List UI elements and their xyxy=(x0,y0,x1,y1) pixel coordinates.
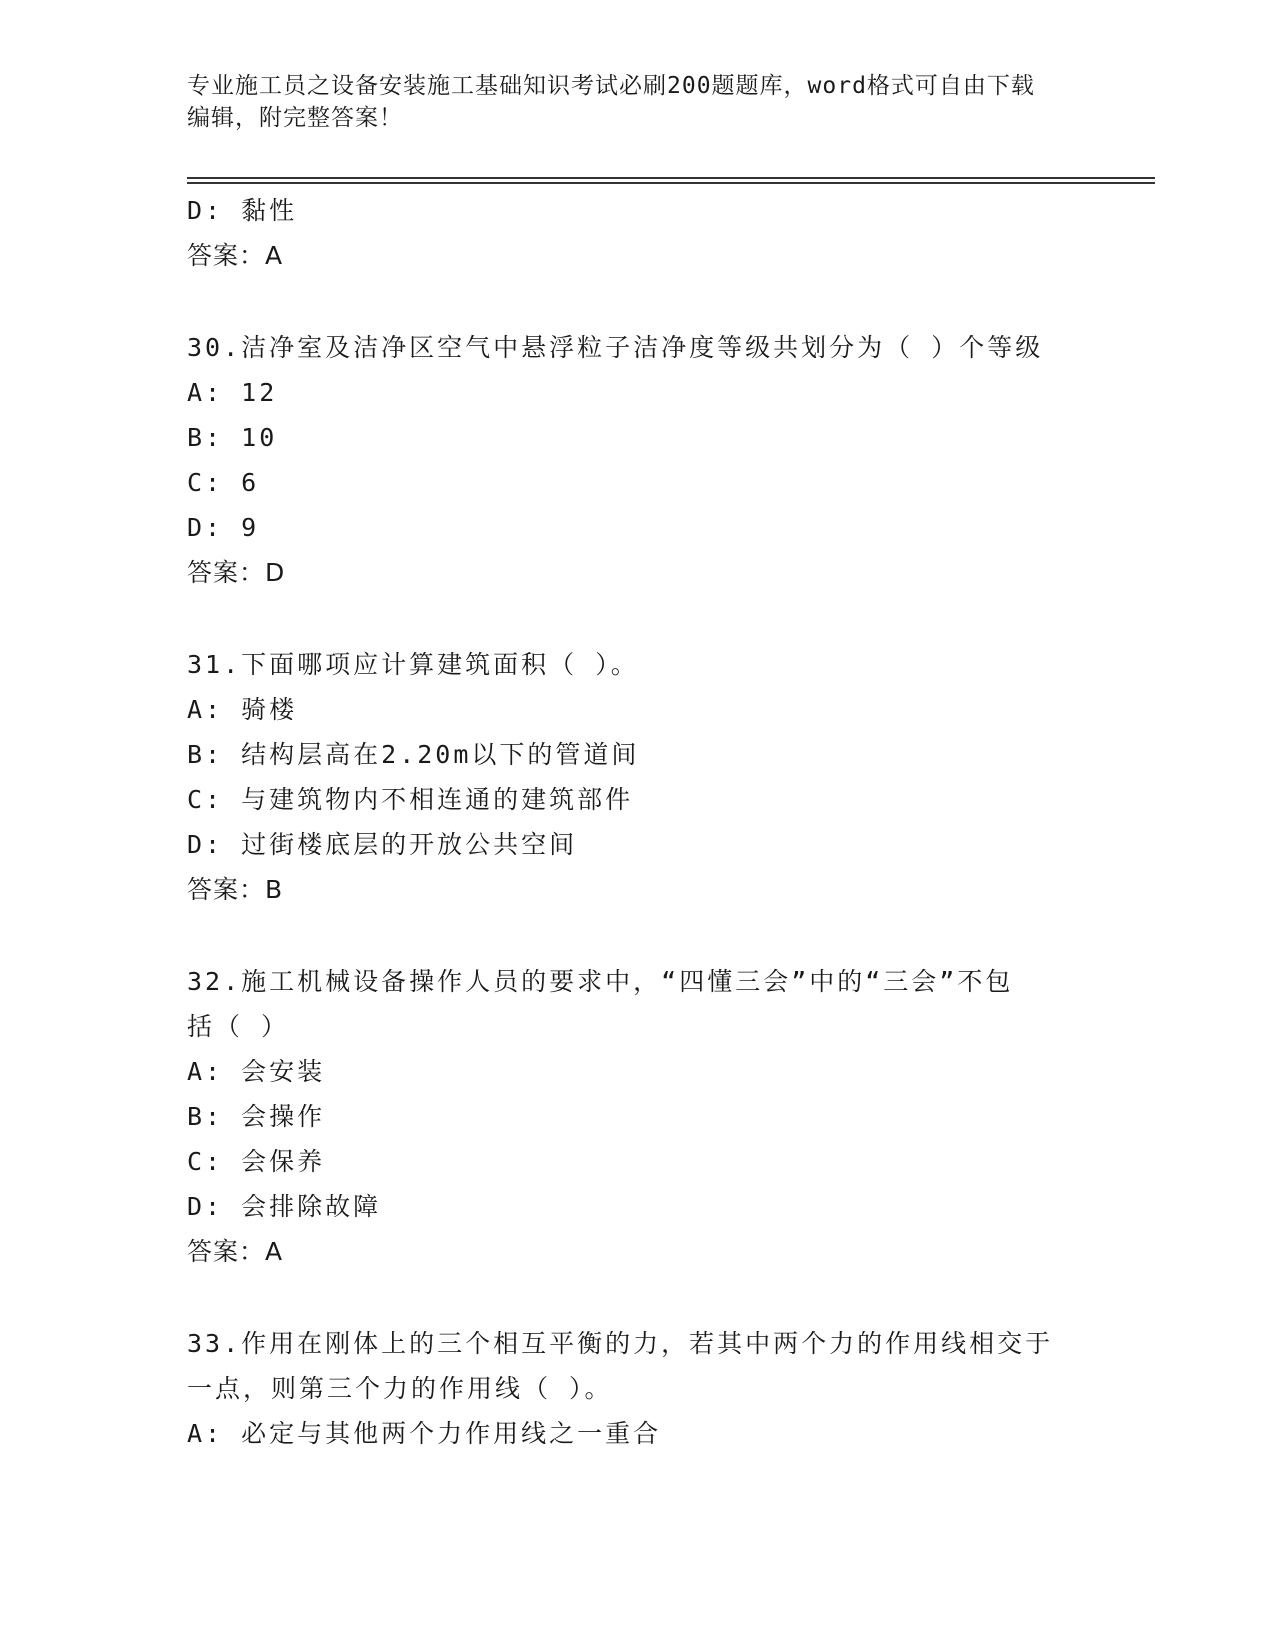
answer-line: 答案：D xyxy=(187,558,286,587)
question-stem: 30.洁净室及洁净区空气中悬浮粒子洁净度等级共划分为（ ）个等级 xyxy=(187,333,1044,362)
question-stem: 31.下面哪项应计算建筑面积（ ）。 xyxy=(187,650,639,679)
option-d: D: 过街楼底层的开放公共空间 xyxy=(187,830,578,859)
option-b: B: 会操作 xyxy=(187,1102,326,1131)
header-rule-top xyxy=(187,177,1155,179)
question-list xyxy=(187,188,1087,1456)
answer-line: 答案：B xyxy=(187,875,284,904)
question-32 xyxy=(187,959,1087,1274)
option-d: D: 9 xyxy=(187,513,260,542)
header-line-1: 专业施工员之设备安装施工基础知识考试必刷200题题库，word格式可自由下载 xyxy=(187,73,1035,99)
answer-line: 答案：A xyxy=(187,1237,284,1266)
question-stem-line-2: 括（ ） xyxy=(187,1012,290,1041)
question-31 xyxy=(187,642,1087,912)
option-d: D: 会排除故障 xyxy=(187,1192,382,1221)
answer-line: 答案：A xyxy=(187,241,284,270)
option-b: B: 10 xyxy=(187,423,278,452)
header-line-2: 编辑，附完整答案！ xyxy=(187,105,403,131)
option-a: A: 必定与其他两个力作用线之一重合 xyxy=(187,1419,662,1448)
option-a: A: 12 xyxy=(187,378,278,407)
option-a: A: 会安装 xyxy=(187,1057,326,1086)
option-d: D: 黏性 xyxy=(187,196,298,225)
option-a: A: 骑楼 xyxy=(187,695,298,724)
question-33 xyxy=(187,1321,1087,1456)
document-header xyxy=(187,70,1067,134)
question-30 xyxy=(187,325,1087,595)
option-b: B: 结构层高在2.20m以下的管道间 xyxy=(187,740,640,769)
option-c: C: 会保养 xyxy=(187,1147,326,1176)
option-c: C: 与建筑物内不相连通的建筑部件 xyxy=(187,785,634,814)
question-stem-line-1: 32.施工机械设备操作人员的要求中，“四懂三会”中的“三会”不包 xyxy=(187,967,1014,996)
question-stem-line-2: 一点，则第三个力的作用线（ ）。 xyxy=(187,1374,613,1403)
question-stem-line-1: 33.作用在刚体上的三个相互平衡的力，若其中两个力的作用线相交于 xyxy=(187,1329,1054,1358)
header-rule-bottom xyxy=(187,182,1155,184)
option-c: C: 6 xyxy=(187,468,260,497)
